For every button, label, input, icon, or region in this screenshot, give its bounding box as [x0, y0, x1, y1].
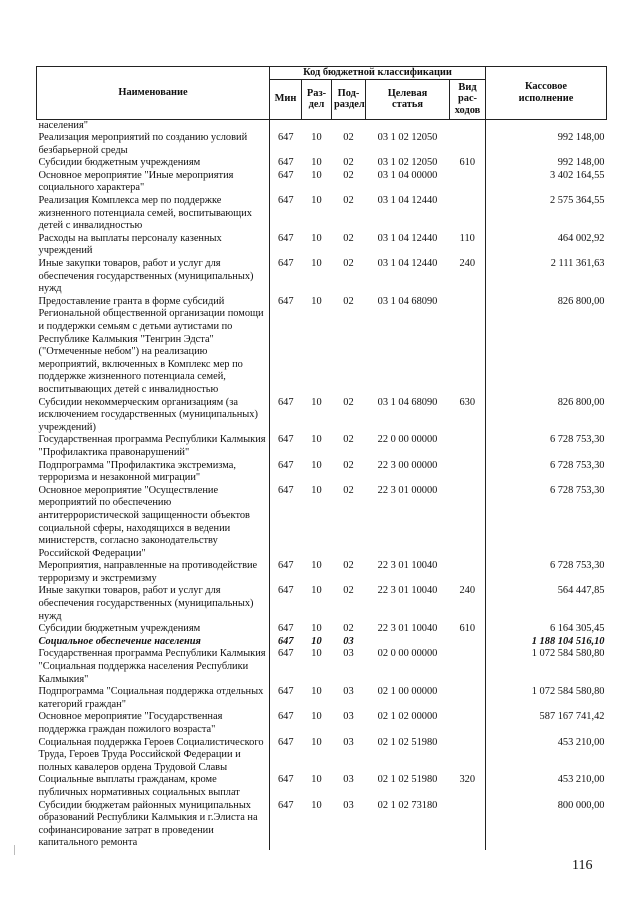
cell-amount: 992 148,00 [486, 132, 607, 157]
cell-name: населения" [37, 119, 270, 132]
cell-name: Реализация Комплекса мер по поддержке жизненного потенциала семей, воспитывающих детей с инвалидностью [37, 195, 270, 233]
cell-amount: 800 000,00 [486, 800, 607, 850]
cell-vid: 110 [459, 232, 475, 244]
cell-cs: 03 1 04 12440 [377, 258, 438, 270]
cell-razdel: 10 [311, 686, 322, 698]
cell-name: Предоставление гранта в форме субсидий Региональной общественной организации помощи и поддержки семьям с детьми аутистами по Республике Калмыкия "Тенгрин Эдста" ("Отмеченные небом") на реализацию мероприятий, включенных в Комплекс мер по поддержке жизненного потенциала семей, воспитывающих детей с инвалидностью [37, 296, 270, 397]
table-row [37, 774, 607, 799]
cell-name: Мероприятия, направленные на противодействие терроризму и экстремизму [37, 560, 270, 585]
table-row [37, 119, 607, 132]
cell-cs: 02 1 02 00000 [377, 711, 438, 723]
cell-razdel: 10 [311, 195, 322, 207]
cell-amount: 6 164 305,45 [486, 623, 607, 636]
cell-amount: 1 072 584 580,80 [486, 648, 607, 686]
cell-vid: 320 [459, 774, 476, 786]
cell-vid: 610 [459, 623, 476, 635]
cell-podrazdel: 02 [343, 560, 354, 572]
table-row [37, 711, 607, 736]
cell-podrazdel: 02 [343, 169, 354, 181]
cell-min: 647 [277, 396, 294, 408]
cell-vid [450, 132, 486, 157]
cell-vid [450, 119, 486, 132]
table-body [37, 119, 607, 850]
cell-cs: 22 3 01 10040 [377, 560, 438, 572]
cell-cs: 22 3 01 10040 [377, 585, 438, 597]
cell-razdel: 10 [311, 560, 322, 572]
cell-vid [450, 434, 486, 459]
table-row [37, 737, 607, 775]
cell-cs: 02 1 02 51980 [377, 774, 438, 786]
cell-razdel: 10 [311, 396, 322, 408]
cell-podrazdel [332, 119, 366, 132]
cell-cs: 03 1 04 12440 [377, 195, 438, 207]
cell-name: Основное мероприятие "Иные мероприятия социального характера" [37, 170, 270, 195]
cell-amount: 564 447,85 [486, 585, 607, 623]
cell-razdel: 10 [311, 585, 322, 597]
cell-name: Государственная программа Республики Калмыкия "Профилактика правонарушений" [37, 434, 270, 459]
cell-podrazdel: 03 [343, 799, 354, 811]
cell-amount: 6 728 753,30 [486, 485, 607, 561]
cell-razdel: 10 [311, 799, 322, 811]
cell-min: 647 [277, 686, 294, 698]
table-row [37, 648, 607, 686]
cell-amount: 6 728 753,30 [486, 434, 607, 459]
cell-min: 647 [277, 459, 294, 471]
cell-cs: 03 1 04 12440 [377, 232, 438, 244]
cell-amount: 3 402 164,55 [486, 170, 607, 195]
table-row [37, 686, 607, 711]
table-row [37, 157, 607, 170]
cell-razdel: 10 [311, 434, 322, 446]
cell-vid [450, 711, 486, 736]
cell-podrazdel: 02 [343, 623, 354, 635]
cell-amount: 1 188 104 516,10 [486, 636, 607, 649]
cell-cs: 22 3 01 00000 [377, 484, 438, 496]
cell-cs: 02 0 00 00000 [377, 648, 438, 660]
cell-vid [450, 170, 486, 195]
cell-min [270, 119, 302, 132]
cell-podrazdel: 02 [343, 434, 354, 446]
cell-min: 647 [277, 560, 294, 572]
cell-name: Субсидии бюджетам районных муниципальных образований Республики Калмыкия и г.Элиста на софинансирование затрат в проведении капитального ремонта [37, 800, 270, 850]
cell-name: Социальные выплаты гражданам, кроме публичных нормативных социальных выплат [37, 774, 270, 799]
cell-name: Подпрограмма "Социальная поддержка отдельных категорий граждан" [37, 686, 270, 711]
cell-min: 647 [277, 132, 294, 144]
cell-cs: 03 1 04 00000 [377, 169, 438, 181]
table-row [37, 434, 607, 459]
cell-amount: 2 111 361,63 [486, 258, 607, 296]
cell-amount: 992 148,00 [486, 157, 607, 170]
cell-podrazdel: 03 [343, 711, 354, 723]
cell-name: Подпрограмма "Профилактика экстремизма, терроризма и незаконной миграции" [37, 460, 270, 485]
cell-cs: 03 1 04 68090 [377, 295, 438, 307]
table-row [37, 296, 607, 397]
cell-cs: 03 1 04 68090 [377, 396, 438, 408]
header-podrazdel: Под- раздел [332, 79, 366, 119]
cell-min: 647 [277, 169, 294, 181]
cell-min: 647 [277, 434, 294, 446]
cell-razdel: 10 [311, 232, 322, 244]
table-row [37, 195, 607, 233]
cell-podrazdel: 03 [343, 736, 354, 748]
cell-vid: 630 [459, 396, 476, 408]
table-row [37, 170, 607, 195]
cell-vid [450, 800, 486, 850]
cell-vid [450, 485, 486, 561]
cell-amount: 6 728 753,30 [486, 560, 607, 585]
cell-razdel: 10 [311, 484, 322, 496]
cell-min: 647 [277, 623, 294, 635]
cell-amount: 1 072 584 580,80 [486, 686, 607, 711]
cell-vid: 240 [459, 585, 476, 597]
cell-razdel: 10 [311, 774, 322, 786]
cell-min: 647 [277, 232, 294, 244]
cell-vid [450, 737, 486, 775]
header-vid: Вид рас- ходов [450, 79, 486, 119]
table-row [37, 485, 607, 561]
cell-amount: 453 210,00 [486, 737, 607, 775]
cell-vid: 240 [459, 258, 476, 270]
cell-min: 647 [277, 195, 294, 207]
cell-vid [450, 648, 486, 686]
cell-min: 647 [277, 774, 294, 786]
cell-name: Иные закупки товаров, работ и услуг для обеспечения государственных (муниципальных) нужд [37, 258, 270, 296]
cell-amount: 6 728 753,30 [486, 460, 607, 485]
scan-mark [14, 845, 15, 855]
table-row [37, 585, 607, 623]
cell-razdel [302, 119, 332, 132]
cell-min: 647 [277, 585, 294, 597]
header-min: Мин [270, 79, 302, 119]
cell-min: 647 [277, 736, 294, 748]
header-razdel: Раз- дел [302, 79, 332, 119]
page-number: 116 [572, 858, 593, 873]
header-group: Код бюджетной классификации [270, 67, 486, 80]
cell-podrazdel: 02 [343, 396, 354, 408]
cell-razdel: 10 [311, 157, 322, 169]
cell-razdel: 10 [311, 711, 322, 723]
header-name: Наименование [37, 67, 270, 120]
cell-name: Государственная программа Республики Калмыкия "Социальная поддержка населения Республики Калмыкия" [37, 648, 270, 686]
header-amount: Кассовое исполнение [486, 67, 607, 120]
table-row [37, 623, 607, 636]
cell-podrazdel: 02 [343, 585, 354, 597]
cell-podrazdel: 02 [343, 295, 354, 307]
table-row [37, 233, 607, 258]
cell-vid [450, 296, 486, 397]
cell-min: 647 [277, 635, 294, 647]
cell-cs: 22 0 00 00000 [377, 434, 438, 446]
cell-podrazdel: 03 [343, 648, 354, 660]
cell-amount [486, 119, 607, 132]
cell-cs: 03 1 02 12050 [377, 157, 438, 169]
table-row [37, 397, 607, 435]
cell-min: 647 [277, 711, 294, 723]
cell-min: 647 [277, 258, 294, 270]
cell-cs: 22 3 00 00000 [377, 459, 438, 471]
cell-amount: 453 210,00 [486, 774, 607, 799]
cell-podrazdel: 03 [343, 774, 354, 786]
cell-name: Социальное обеспечение населения [37, 636, 270, 649]
header-cs: Целевая статья [366, 79, 450, 119]
cell-podrazdel: 02 [343, 132, 354, 144]
cell-vid [450, 460, 486, 485]
cell-cs [366, 119, 450, 132]
cell-podrazdel: 02 [343, 484, 354, 496]
cell-amount: 826 800,00 [486, 397, 607, 435]
cell-amount: 826 800,00 [486, 296, 607, 397]
cell-podrazdel: 02 [343, 459, 354, 471]
cell-vid [450, 195, 486, 233]
cell-name: Субсидии некоммерческим организациям (за исключением государственных (муниципальных) учреждений) [37, 397, 270, 435]
cell-amount: 2 575 364,55 [486, 195, 607, 233]
budget-table [36, 66, 607, 850]
table-header [37, 67, 607, 120]
cell-min: 647 [277, 484, 294, 496]
cell-min: 647 [277, 157, 294, 169]
cell-razdel: 10 [311, 736, 322, 748]
cell-name: Расходы на выплаты персоналу казенных учреждений [37, 233, 270, 258]
table-row [37, 258, 607, 296]
cell-amount: 464 002,92 [486, 233, 607, 258]
cell-razdel: 10 [311, 623, 322, 635]
cell-name: Основное мероприятие "Государственная поддержка граждан пожилого возраста" [37, 711, 270, 736]
cell-min: 647 [277, 295, 294, 307]
cell-name: Субсидии бюджетным учреждениям [37, 623, 270, 636]
cell-name: Субсидии бюджетным учреждениям [37, 157, 270, 170]
table-row [37, 560, 607, 585]
cell-podrazdel: 02 [343, 157, 354, 169]
cell-cs: 02 1 00 00000 [377, 686, 438, 698]
cell-amount: 587 167 741,42 [486, 711, 607, 736]
table-row [37, 636, 607, 649]
cell-vid [450, 636, 486, 649]
cell-vid: 610 [459, 157, 476, 169]
cell-name: Социальная поддержка Героев Социалистического Труда, Героев Труда Российской Федерации и полных кавалеров ордена Трудовой Славы [37, 737, 270, 775]
cell-razdel: 10 [311, 258, 322, 270]
cell-cs: 22 3 01 10040 [377, 623, 438, 635]
cell-vid [450, 686, 486, 711]
cell-razdel: 10 [311, 169, 322, 181]
cell-min: 647 [277, 799, 294, 811]
cell-cs: 02 1 02 73180 [377, 799, 438, 811]
cell-cs [366, 636, 450, 649]
cell-vid [450, 560, 486, 585]
cell-name: Основное мероприятие "Осуществление мероприятий по обеспечению антитеррористической защищенности объектов социальной сферы, находящихся в ведении министерств, согласно законодательству Российской Федерации" [37, 485, 270, 561]
cell-razdel: 10 [311, 459, 322, 471]
cell-podrazdel: 03 [343, 635, 354, 647]
table-row [37, 132, 607, 157]
cell-razdel: 10 [311, 648, 322, 660]
table-row [37, 800, 607, 850]
budget-page [36, 66, 606, 850]
cell-podrazdel: 02 [343, 195, 354, 207]
cell-razdel: 10 [311, 132, 322, 144]
cell-min: 647 [277, 648, 294, 660]
cell-cs: 03 1 02 12050 [377, 132, 438, 144]
table-row [37, 460, 607, 485]
cell-podrazdel: 02 [343, 232, 354, 244]
cell-name: Иные закупки товаров, работ и услуг для обеспечения государственных (муниципальных) нужд [37, 585, 270, 623]
cell-podrazdel: 02 [343, 258, 354, 270]
cell-razdel: 10 [311, 295, 322, 307]
cell-name: Реализация мероприятий по созданию условий безбарьерной среды [37, 132, 270, 157]
cell-podrazdel: 03 [343, 686, 354, 698]
cell-razdel: 10 [311, 635, 322, 647]
cell-cs: 02 1 02 51980 [377, 736, 438, 748]
